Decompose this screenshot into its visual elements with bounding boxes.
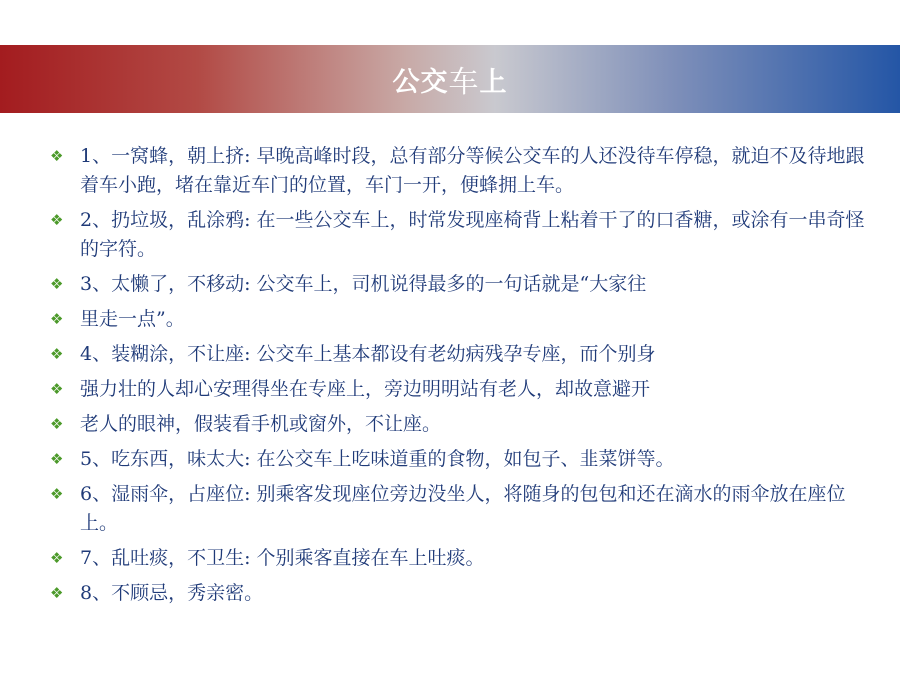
list-item: [50, 270, 880, 299]
diamond-bullet-icon: ❖: [50, 310, 64, 328]
list-item-text: 4、装糊涂，不让座: 公交车上基本都设有老幼病残孕专座，而个别身: [80, 343, 656, 365]
list-item: [50, 579, 880, 608]
diamond-bullet-icon: ❖: [50, 211, 64, 229]
list-item-text: 7、乱吐痰，不卫生: 个别乘客直接在车上吐痰。: [80, 547, 485, 569]
diamond-bullet-icon: ❖: [50, 584, 64, 602]
diamond-bullet-icon: ❖: [50, 275, 64, 293]
list-item-text: 里走一点”。: [80, 308, 185, 330]
list-item-text: 2、扔垃圾，乱涂鸦: 在一些公交车上，时常发现座椅背上粘着干了的口香糖，或涂有一串奇怪的字符。: [80, 209, 865, 260]
diamond-bullet-icon: ❖: [50, 415, 64, 433]
list-item: [50, 142, 880, 200]
list-item-text: 老人的眼神，假装看手机或窗外，不让座。: [80, 413, 442, 435]
diamond-bullet-icon: ❖: [50, 485, 64, 503]
list-item: [50, 206, 880, 264]
title-part-1: 公交: [392, 66, 449, 98]
list-item-text: 1、一窝蜂，朝上挤: 早晚高峰时段，总有部分等候公交车的人还没待车停稳，就迫不及待地跟着车小跑，堵在靠近车门的位置，车门一开，便蜂拥上车。: [80, 145, 865, 196]
title-part-3: 上: [479, 66, 508, 98]
diamond-bullet-icon: ❖: [50, 450, 64, 468]
diamond-bullet-icon: ❖: [50, 380, 64, 398]
list-item: [50, 480, 880, 538]
list-item: [50, 445, 880, 474]
title-part-2: 车: [448, 65, 480, 100]
list-item: [50, 305, 880, 334]
list-item: [50, 340, 880, 369]
bullet-list: [50, 142, 880, 614]
list-item-text: 3、太懒了，不移动: 公交车上，司机说得最多的一句话就是“大家往: [80, 273, 647, 295]
slide-top-margin: [0, 0, 900, 45]
list-item-text: 强力壮的人却心安理得坐在专座上，旁边明明站有老人，却故意避开: [80, 378, 651, 400]
list-item-text: 8、不顾忌，秀亲密。: [80, 582, 264, 604]
list-item: [50, 375, 880, 404]
list-item-text: 6、湿雨伞，占座位: 别乘客发现座位旁边没坐人，将随身的包包和还在滴水的雨伞放在座位上。: [80, 483, 846, 534]
list-item: [50, 410, 880, 439]
diamond-bullet-icon: ❖: [50, 147, 64, 165]
list-item: [50, 544, 880, 573]
list-item-text: 5、吃东西，味太大: 在公交车上吃味道重的食物，如包子、韭菜饼等。: [80, 448, 675, 470]
diamond-bullet-icon: ❖: [50, 549, 64, 567]
diamond-bullet-icon: ❖: [50, 345, 64, 363]
slide-title: [0, 45, 900, 113]
